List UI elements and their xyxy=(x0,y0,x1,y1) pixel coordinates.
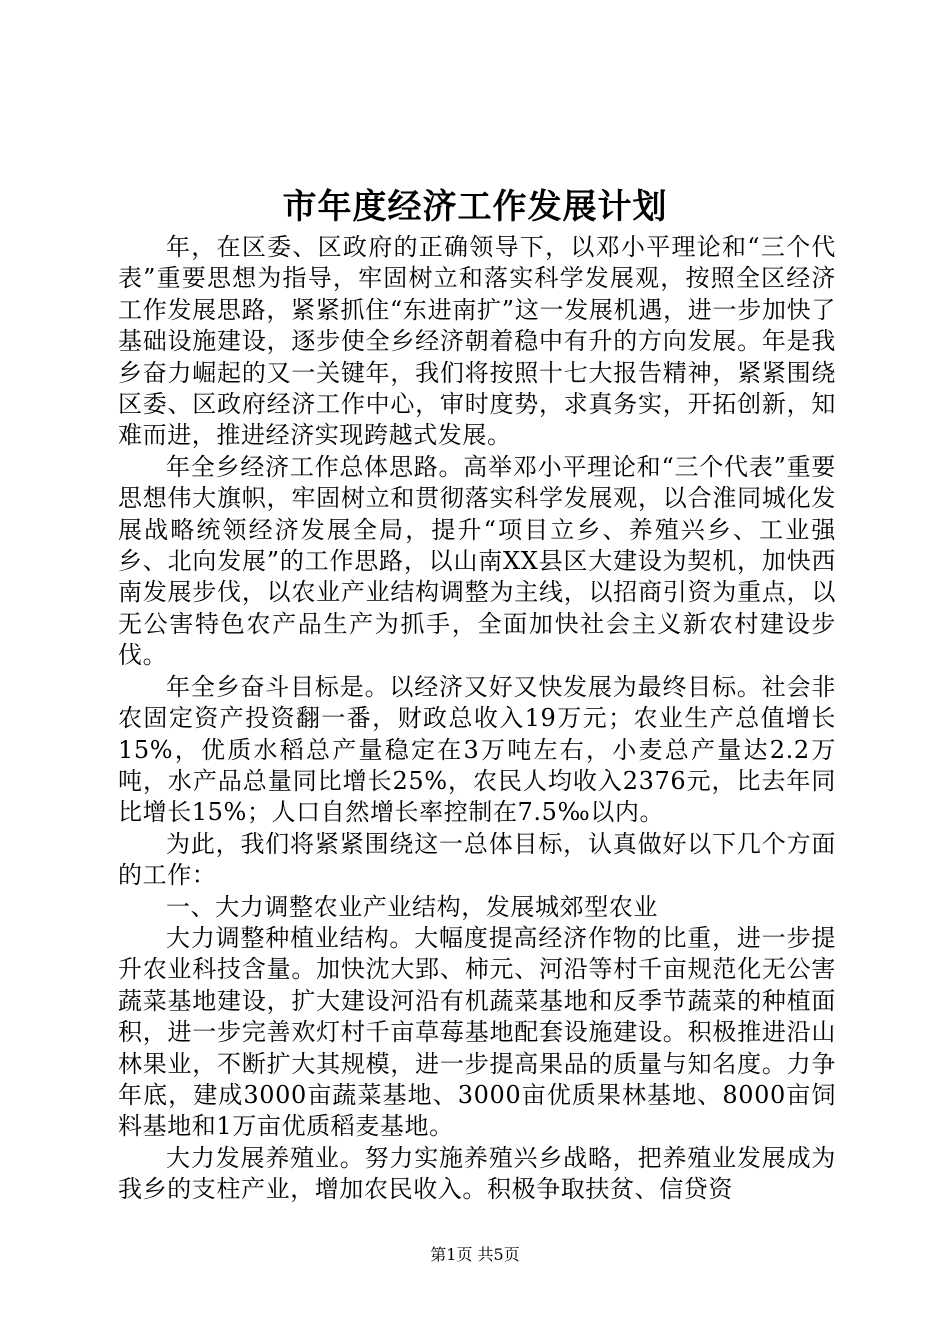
paragraph-breeding: 大力发展养殖业。努力实施养殖兴乡战略，把养殖业发展成为我乡的支柱产业，增加农民收入。积极争取扶贫、信贷资 xyxy=(118,1143,836,1204)
page-number: 第1页 共5页 xyxy=(430,1245,520,1264)
paragraph-intro: 年，在区委、区政府的正确领导下，以邓小平理论和“三个代表”重要思想为指导，牢固树立和落实科学发展观，按照全区经济工作发展思路，紧紧抓住“东进南扩”这一发展机遇，进一步加快了基础设施建设，逐步使全乡经济朝着稳中有升的方向发展。年是我乡奋力崛起的又一关键年，我们将按照十七大报告精神，紧紧围绕区委、区政府经济工作中心，审时度势，求真务实，开拓创新，知难而进，推进经济实现跨越式发展。 xyxy=(118,233,836,450)
paragraph-overall-approach: 年全乡经济工作总体思路。高举邓小平理论和“三个代表”重要思想伟大旗帜，牢固树立和贯彻落实科学发展观，以合淮同城化发展战略统领经济发展全局，提升“项目立乡、养殖兴乡、工业强乡、北向发展”的工作思路，以山南XX县区大建设为契机，加快西南发展步伐，以农业产业结构调整为主线，以招商引资为重点，以无公害特色农产品生产为抓手，全面加快社会主义新农村建设步伐。 xyxy=(118,452,836,670)
document-body xyxy=(118,232,836,1206)
paragraph-work-areas: 为此，我们将紧紧围绕这一总体目标，认真做好以下几个方面的工作： xyxy=(118,829,836,890)
paragraph-goals: 年全乡奋斗目标是。以经济又好又快发展为最终目标。社会非农固定资产投资翻一番，财政总收入19万元；农业生产总值增长15%，优质水稻总产量稳定在3万吨左右，小麦总产量达2.2万吨，水产品总量同比增长25%，农民人均收入2376元，比去年同比增长15%；人口自然增长率控制在7.5‰以内。 xyxy=(118,672,836,827)
section-heading-1: 一、大力调整农业产业结构，发展城郊型农业 xyxy=(166,892,658,921)
paragraph-planting: 大力调整种植业结构。大幅度提高经济作物的比重，进一步提升农业科技含量。加快沈大郢、柿元、河沿等村千亩规范化无公害蔬菜基地建设，扩大建设河沿有机蔬菜基地和反季节蔬菜的种植面积，进一步完善欢灯村千亩草莓基地配套设施建设。积极推进沿山林果业，不断扩大其规模，进一步提高果品的质量与知名度。力争年底，建成3000亩蔬菜基地、3000亩优质果林基地、8000亩饲料基地和1万亩优质稻麦基地。 xyxy=(118,923,836,1141)
document-title: 市年度经济工作发展计划 xyxy=(282,187,668,227)
